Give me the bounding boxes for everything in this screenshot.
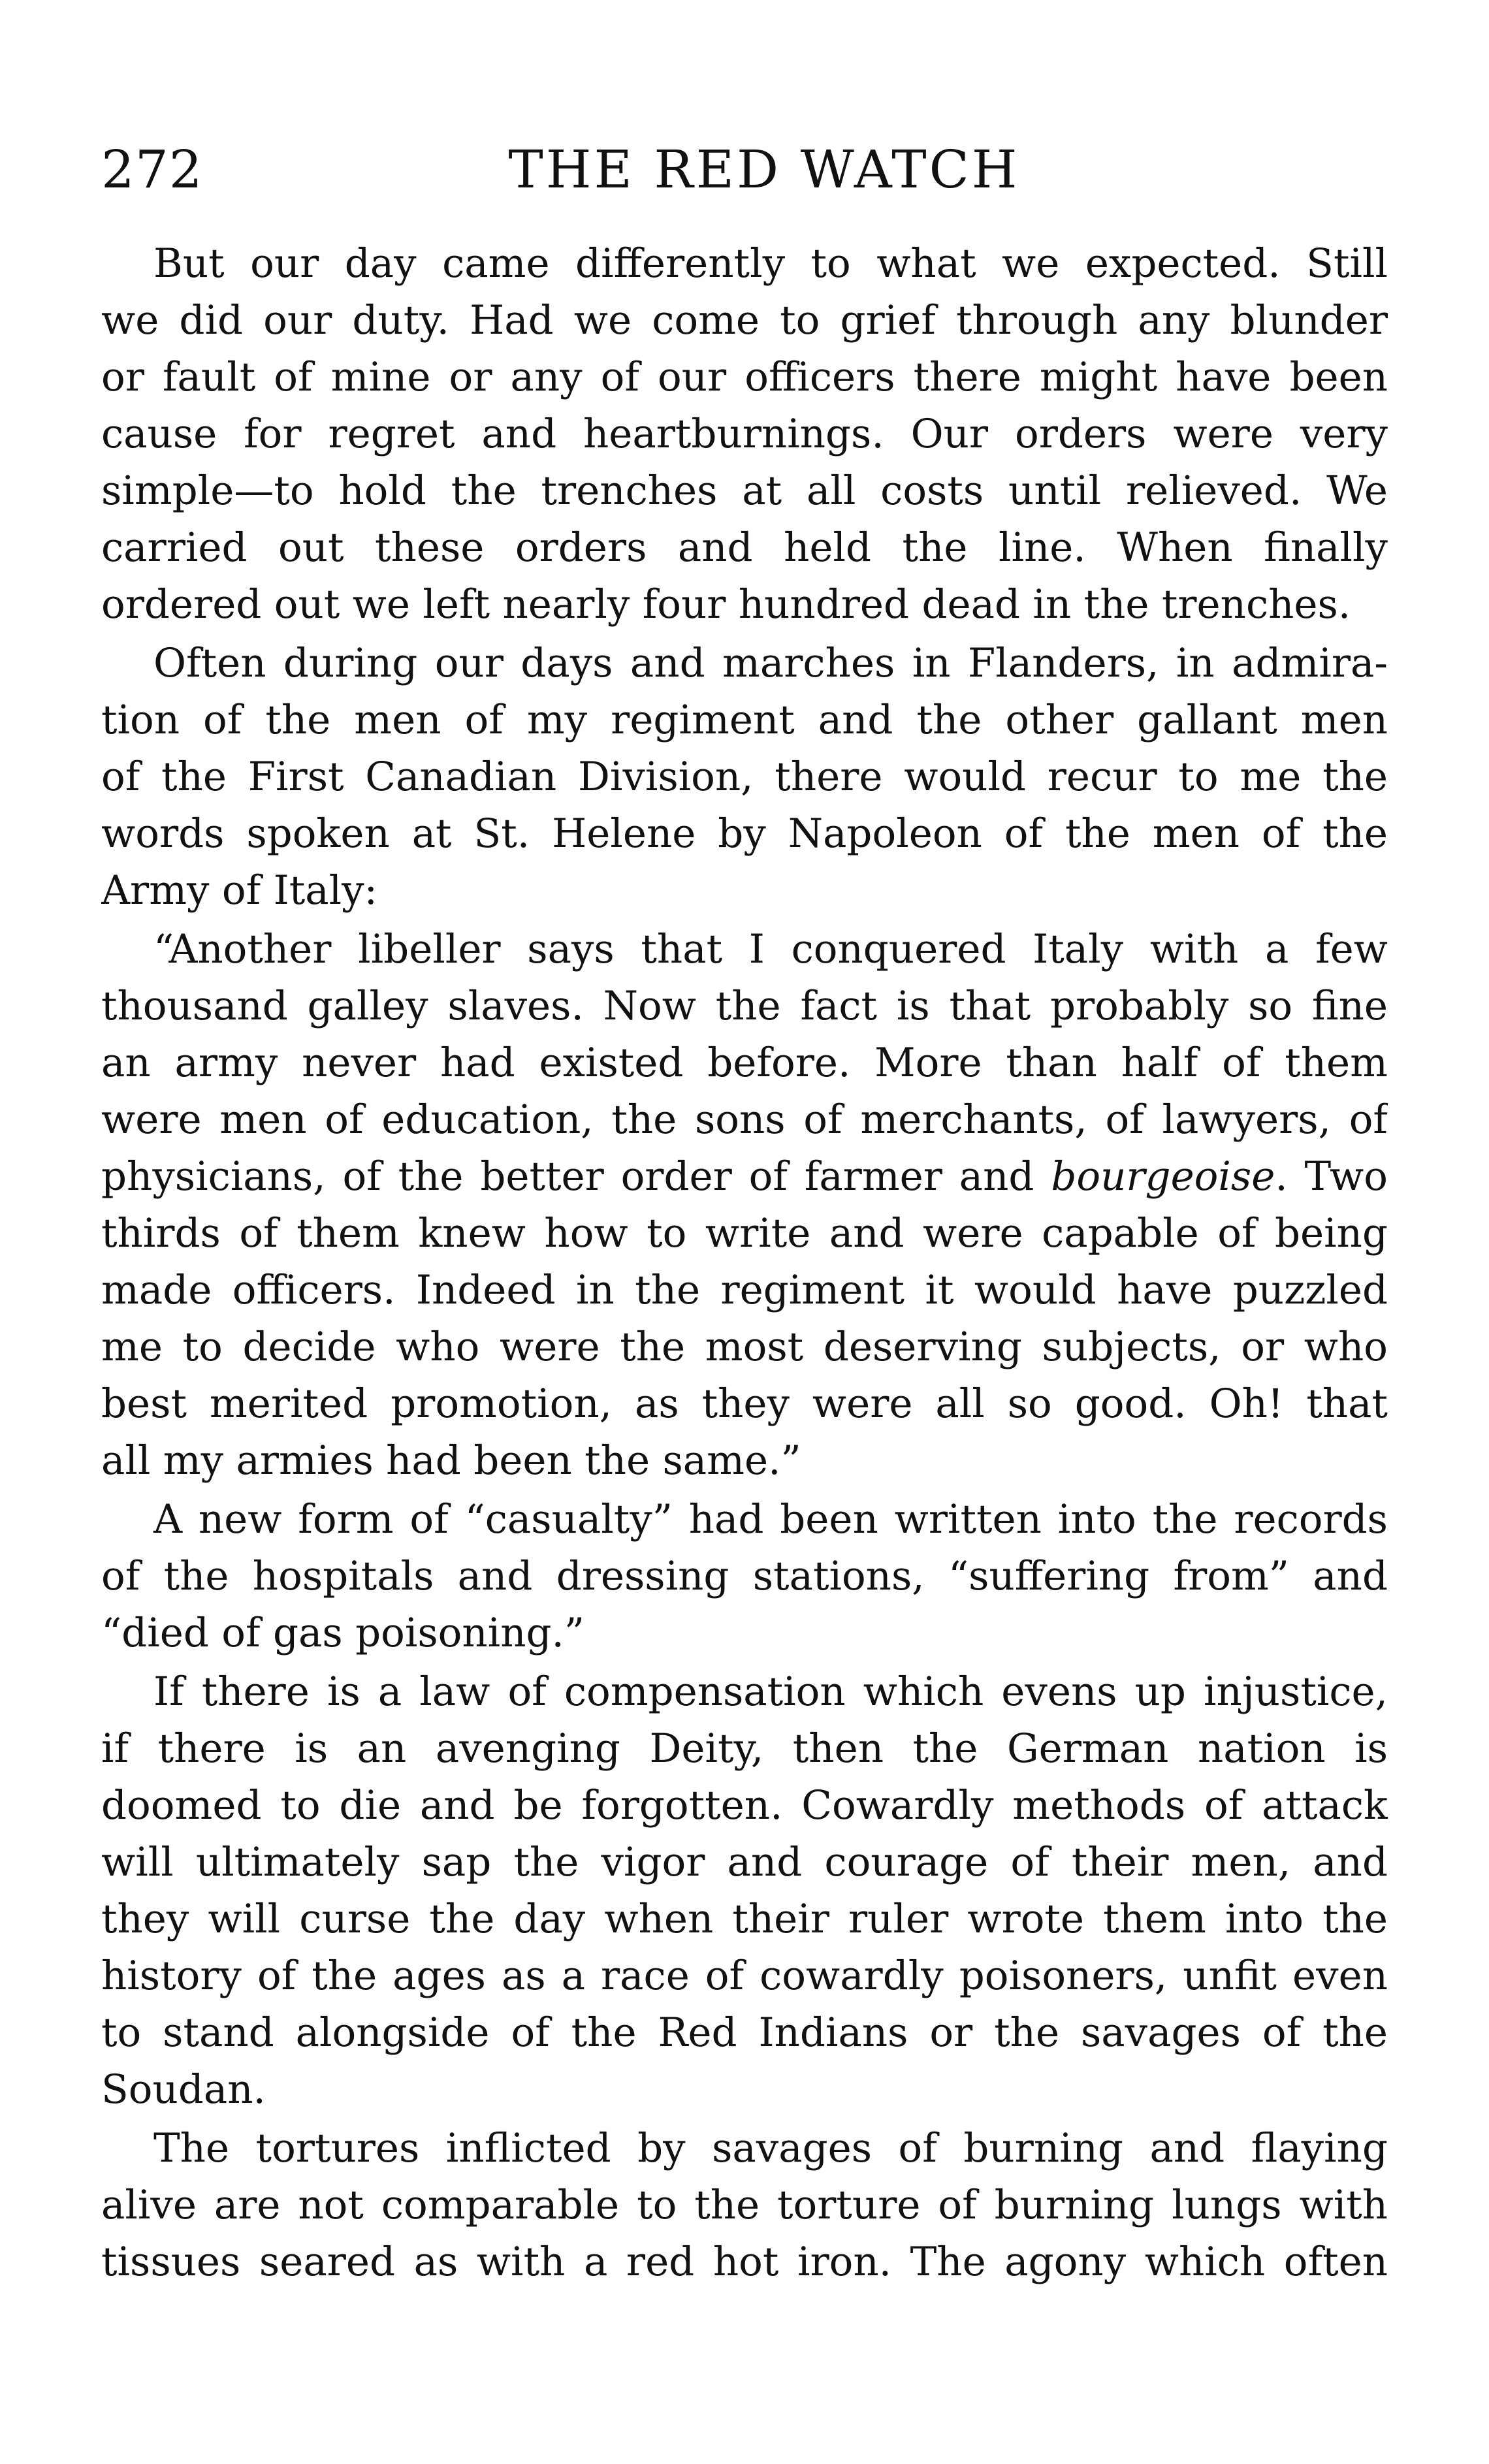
text-line: alive are not comparable to the torture of burning lungs with (101, 2182, 1388, 2228)
paragraph-2 (101, 635, 1388, 919)
page-number: 272 (101, 139, 203, 200)
text-line: physicians, of the better order of farmer and bourgeoise. Two (101, 1153, 1388, 1200)
text-line: tissues seared as with a red hot iron. The agony which often (101, 2239, 1388, 2285)
text-line: “died of gas poisoning.” (101, 1610, 585, 1656)
text-line: doomed to die and be forgotten. Cowardly methods of attack (101, 1782, 1388, 1829)
text-line: thousand galley slaves. Now the fact is that probably so fine (101, 983, 1388, 1029)
text-line: or fault of mine or any of our officers there might have been (101, 354, 1388, 400)
text-line: an army never had existed before. More than half of them (101, 1040, 1388, 1086)
text-line: were men of education, the sons of merchants, of lawyers, of (101, 1096, 1388, 1143)
italic-word: bourgeoise (1051, 1153, 1275, 1200)
text-line: will ultimately sap the vigor and courage of their men, and (101, 1839, 1388, 1885)
paragraph-4 (101, 1491, 1388, 1661)
text-line: history of the ages as a race of cowardly poisoners, unfit even (101, 1953, 1388, 1999)
text-line: me to decide who were the most deserving subjects, or who (101, 1324, 1388, 1370)
text-line: they will curse the day when their ruler wrote them into the (101, 1896, 1388, 1942)
text-line: The tortures inflicted by savages of burning and flaying (153, 2125, 1388, 2171)
text-line: if there is an avenging Deity, then the German nation is (101, 1725, 1388, 1772)
paragraph-6 (101, 2120, 1388, 2290)
text-line: A new form of “casualty” had been written into the records (153, 1496, 1388, 1543)
paragraph-napoleon-quote (101, 921, 1388, 1489)
text-line: tion of the men of my regiment and the other gallant men (101, 697, 1388, 743)
text-line: Often during our days and marches in Flanders, in admira- (153, 640, 1388, 686)
running-head (101, 134, 1388, 212)
text-line: of the First Canadian Division, there would recur to me the (101, 754, 1388, 800)
text-line: words spoken at St. Helene by Napoleon of the men of the (101, 810, 1388, 857)
text-line: Army of Italy: (101, 867, 378, 914)
text-line: cause for regret and heartburnings. Our orders were very (101, 411, 1388, 457)
text-line: But our day came differently to what we expected. Still (153, 240, 1388, 287)
text-line: of the hospitals and dressing stations, “suffering from” and (101, 1553, 1388, 1599)
text-line: “Another libeller says that I conquered Italy with a few (153, 926, 1388, 972)
paragraph-1 (101, 235, 1388, 633)
text-line: ordered out we left nearly four hundred dead in the trenches. (101, 581, 1351, 628)
text-line: If there is a law of compensation which evens up injustice, (153, 1669, 1388, 1715)
text-line: simple—to hold the trenches at all costs until relieved. We (101, 468, 1388, 514)
running-title: THE RED WATCH (508, 139, 1020, 200)
text-line: carried out these orders and held the line. When finally (101, 524, 1388, 571)
text-line: best merited promotion, as they were all so good. Oh! that (101, 1381, 1388, 1427)
body-text (101, 235, 1388, 2290)
text-line: thirds of them knew how to write and were capable of being (101, 1210, 1388, 1256)
text-line: made officers. Indeed in the regiment it would have puzzled (101, 1267, 1388, 1313)
text-line: to stand alongside of the Red Indians or the savages of the (101, 2009, 1388, 2056)
text-line: we did our duty. Had we come to grief through any blunder (101, 297, 1388, 344)
paragraph-5 (101, 1663, 1388, 2118)
text-line: all my armies had been the same.” (101, 1437, 801, 1484)
text-line: Soudan. (101, 2066, 266, 2113)
